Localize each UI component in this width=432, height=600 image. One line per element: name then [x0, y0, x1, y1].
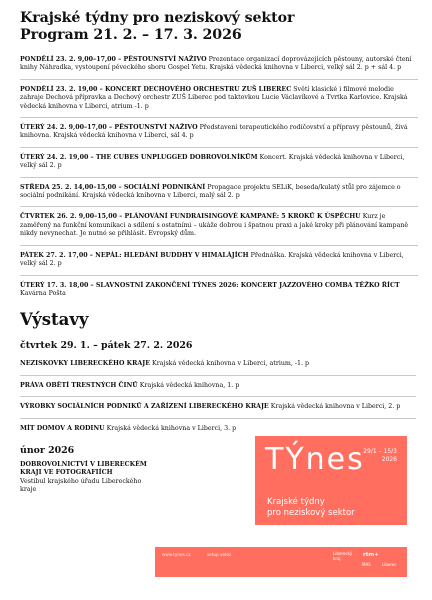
partner-logo-liberec: Liberec: [382, 562, 397, 567]
exhibitions-period: čtvrtek 29. 1. – pátek 27. 2. 2026: [20, 340, 193, 352]
secondary-link[interactable]: setup velez: [207, 552, 232, 557]
program-item: PONDĚLÍ 23. 2. 19,00 – KONCERT DECHOVÉHO ORCHESTRU ZUŠ LIBEREC Světí klasické i filmové melodie zahraje Dechová přípravka a Dechový orchestr ZUŠ Liberec pod taktovkou Lucie Václavíkové a Tvrtka Karlovice. Krajská vědecká knihovna v Liberci, atrium -1. p: [20, 86, 418, 118]
exhibition-item: VÝROBKY SOCIÁLNÍCH PODNIKŮ A ZAŘÍZENÍ LIBERECKÉHO KRAJE Krajská vědecká knihovna v Liberci, 2. p: [20, 403, 416, 418]
website-link[interactable]: www.tynes.cz: [162, 552, 191, 557]
exhibition-item: PRÁVA OBĚTÍ TRESTNÝCH ČINŮ Krajská vědecká knihovna, 1. p: [20, 382, 416, 397]
program-item: ČTVRTEK 26. 2. 9,00–15,00 – PLÁNOVÁNÍ FUNDRAISINGOVÉ KAMPANĚ: 5 KROKŮ K ÚSPĚCHU Kurz je zaměřený na funkční komunikaci a sdílení s ostatními – ukáže dobrou i špatnou praxi a jaké kroky při plánování kampaně nikdy nevynechat. Je nutné se přihlásit. Evropský dům.: [20, 213, 418, 245]
month-heading: únor 2026: [20, 444, 75, 456]
program-list: [20, 56, 418, 304]
partner-logo-kraj: Liberecký kraj: [333, 551, 353, 561]
program-dates: Program 21. 2. – 17. 3. 2026: [20, 27, 242, 43]
partner-logo-mas: MAS: [362, 562, 371, 567]
logo-wordmark: TÝnes: [265, 442, 365, 477]
logo-subtitle: Krajské týdny pro neziskový sektor: [267, 497, 355, 518]
program-item: PÁTEK 27. 2. 17,00 – NEPÁL: HLEDÁNÍ BUDDHY V HIMALÁJÍCH Přednáška. Krajská vědecká knihovna v Liberci, velký sál 2. p: [20, 252, 418, 276]
partner-logo-rtm: rtm+: [363, 552, 379, 558]
exhibition-item-last: DOBROVOLNICTVÍ V LIBERECKÉM KRAJI VE FOTOGRAFIÍCH Vestibul krajského úřadu Libereckého kraje: [20, 460, 147, 494]
program-item: ÚTERÝ 17. 3. 18,00 – SLAVNOSTNÍ ZAKONČENÍ TÝNES 2026: KONCERT JAZZOVÉHO COMBA TĚŽKO ŘÍCT Kavárna Pošta: [20, 281, 400, 297]
program-item: PONDĚLÍ 23. 2. 9,00–17,00 – PĚSTOUNSTVÍ NAŽIVO Prezentace organizací doprovázejících pěstouny, autorské čtení knihy Náhradka, vystoupení pěveckého sboru Gospel Yetu. Krajská vědecká knihovna v Liberci, velký sál 2. p + sál 4. p: [20, 56, 418, 80]
exhibition-item: MÍT DOMOV A RODINU Krajská vědecká knihovna v Liberci, 3. p: [20, 424, 237, 432]
program-item: STŘEDA 25. 2. 14,00–15,00 – SOCIÁLNÍ PODNIKÁNÍ Propagace projektu SELiK, beseda/kulatý stůl pro zájemce o sociální podnikání. Krajská vědecká knihovna v Liberci, malý sál 2. p: [20, 184, 418, 208]
tynes-logo: [255, 436, 407, 525]
exhibitions-list: [20, 360, 418, 439]
page: [20, 10, 418, 495]
footer-band: [155, 547, 407, 577]
program-item: ÚTERÝ 24. 2. 19,00 – THE CUBES UNPLUGGED DOBROVOLNÍKŮM Koncert. Krajská vědecká knihovna v Liberci, velký sál 2. p: [20, 154, 418, 178]
exhibitions-heading: Výstavy: [20, 310, 89, 330]
program-item: ÚTERÝ 24. 2. 9,00–17,00 – PĚSTOUNSTVÍ NAŽIVO Představení terapeutického rodičovství a přípravy pěstounů, živá knihovna. Krajská vědecká knihovna v Liberci, sál 4. p: [20, 124, 418, 148]
page-title: Krajské týdny pro neziskový sektor: [20, 10, 295, 26]
exhibition-item: NEZISKOVKY LIBERECKÉHO KRAJE Krajská vědecká knihovna v Liberci, atrium, -1. p: [20, 360, 416, 375]
logo-dates: 29/1 – 15/3 2026: [363, 448, 397, 463]
